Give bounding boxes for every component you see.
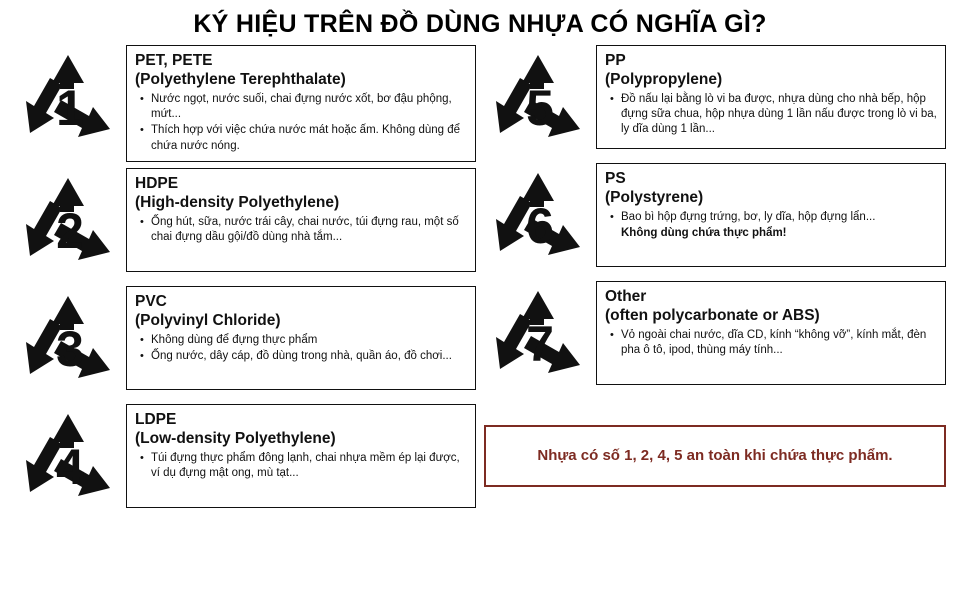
recycling-symbol-1-icon — [14, 45, 126, 157]
plastic-bullets-5 — [605, 92, 937, 138]
list-item: • Ống nước, dây cáp, đồ dùng trong nhà, quần áo, đồ chơi... — [151, 349, 467, 364]
plastic-bullets-3 — [135, 333, 467, 365]
plastic-card-5 — [596, 45, 946, 149]
recycling-symbol-5-icon — [484, 45, 596, 157]
recycling-symbol-3-icon — [14, 286, 126, 398]
plastic-bullets-4 — [135, 451, 467, 482]
plastic-entry-1 — [14, 45, 476, 162]
plastic-card-6 — [596, 163, 946, 267]
list-item: • Thích hợp với việc chứa nước mát hoặc ấm. Không dùng để chứa nước nóng. — [151, 123, 467, 154]
plastic-card-1 — [126, 45, 476, 162]
plastic-entry-5 — [484, 45, 946, 157]
plastic-bullets-1 — [135, 92, 467, 154]
page-title: KÝ HIỆU TRÊN ĐỒ DÙNG NHỰA CÓ NGHĨA GÌ? — [193, 10, 767, 38]
plastic-entry-7 — [484, 281, 946, 393]
recycling-symbol-2-icon — [14, 168, 126, 280]
plastic-name-5: (Polypropylene) — [605, 71, 723, 89]
list-item: • Bao bì hộp đựng trứng, bơ, ly dĩa, hộp đựng lẩn... — [621, 210, 937, 225]
list-item: • Vỏ ngoài chai nước, dĩa CD, kính “không vỡ”, kính mắt, đèn pha ô tô, ipod, thùng máy tính... — [621, 328, 937, 359]
plastic-code-5: PP — [605, 52, 626, 69]
safety-note-text: Nhựa có số 1, 2, 4, 5 an toàn khi chứa thực phẩm. — [537, 447, 893, 464]
plastic-code-3: PVC — [135, 292, 167, 310]
right-column-spacer — [484, 399, 946, 415]
plastic-code-6: PS — [605, 170, 626, 187]
safety-note-box — [484, 425, 946, 487]
plastic-bullets-2 — [135, 215, 467, 246]
plastic-code-7: Other — [605, 288, 647, 305]
svg-text:5: 5 — [526, 80, 554, 136]
plastic-card-4 — [126, 404, 476, 508]
recycling-symbol-4-icon — [14, 404, 126, 516]
plastic-code-2: HDPE — [135, 174, 179, 192]
plastic-name-2: (High-density Polyethylene) — [135, 194, 340, 212]
list-item: • Đồ nấu lại bằng lò vi ba được, nhựa dùng cho nhà bếp, hộp đựng sữa chua, hộp nhựa dùng 1 lần nấu được trong lò vi ba, ly dĩa dùng 1 lần... — [621, 92, 937, 138]
plastic-entry-3 — [14, 286, 476, 398]
plastic-name-1: (Polyethylene Terephthalate) — [135, 71, 346, 89]
left-column — [14, 45, 476, 522]
svg-text:6: 6 — [526, 198, 554, 254]
plastic-name-4: (Low-density Polyethylene) — [135, 430, 336, 448]
svg-text:4: 4 — [56, 438, 84, 495]
plastic-name-7: (often polycarbonate or ABS) — [605, 307, 820, 325]
plastic-bullets-6 — [605, 210, 937, 242]
plastic-card-3 — [126, 286, 476, 390]
svg-text:2: 2 — [56, 202, 84, 259]
plastic-code-4: LDPE — [135, 410, 177, 428]
plastic-entry-2 — [14, 168, 476, 280]
plastic-card-2 — [126, 168, 476, 272]
right-column — [484, 45, 946, 522]
svg-text:7: 7 — [526, 316, 554, 372]
plastic-bullets-7 — [605, 328, 937, 359]
content-columns — [0, 45, 960, 522]
recycling-symbol-6-icon — [484, 163, 596, 275]
list-item: • Ống hút, sữa, nước trái cây, chai nước, túi đựng rau, một số chai đựng dầu gội/đồ dùng nhà tắm... — [151, 215, 467, 246]
plastic-entry-4 — [14, 404, 476, 516]
list-item: • Không dùng để đựng thực phẩm — [151, 333, 467, 348]
svg-text:3: 3 — [56, 320, 84, 377]
plastic-entry-6 — [484, 163, 946, 275]
plastic-code-1: PET, PETE — [135, 52, 213, 69]
list-item: • Nước ngọt, nước suối, chai đựng nước xốt, bơ đậu phộng, mứt... — [151, 92, 467, 123]
svg-text:1: 1 — [56, 80, 84, 136]
recycling-symbol-7-icon — [484, 281, 596, 393]
plastic-name-6: (Polystyrene) — [605, 189, 704, 207]
plastic-card-7 — [596, 281, 946, 385]
plastic-name-3: (Polyvinyl Chloride) — [135, 312, 281, 330]
list-item: • Túi đựng thực phẩm đông lạnh, chai nhựa mềm ép lại được, ví dụ đựng mật ong, mù tạt... — [151, 451, 467, 482]
list-item-warning: Không dùng chứa thực phẩm! — [621, 227, 787, 240]
